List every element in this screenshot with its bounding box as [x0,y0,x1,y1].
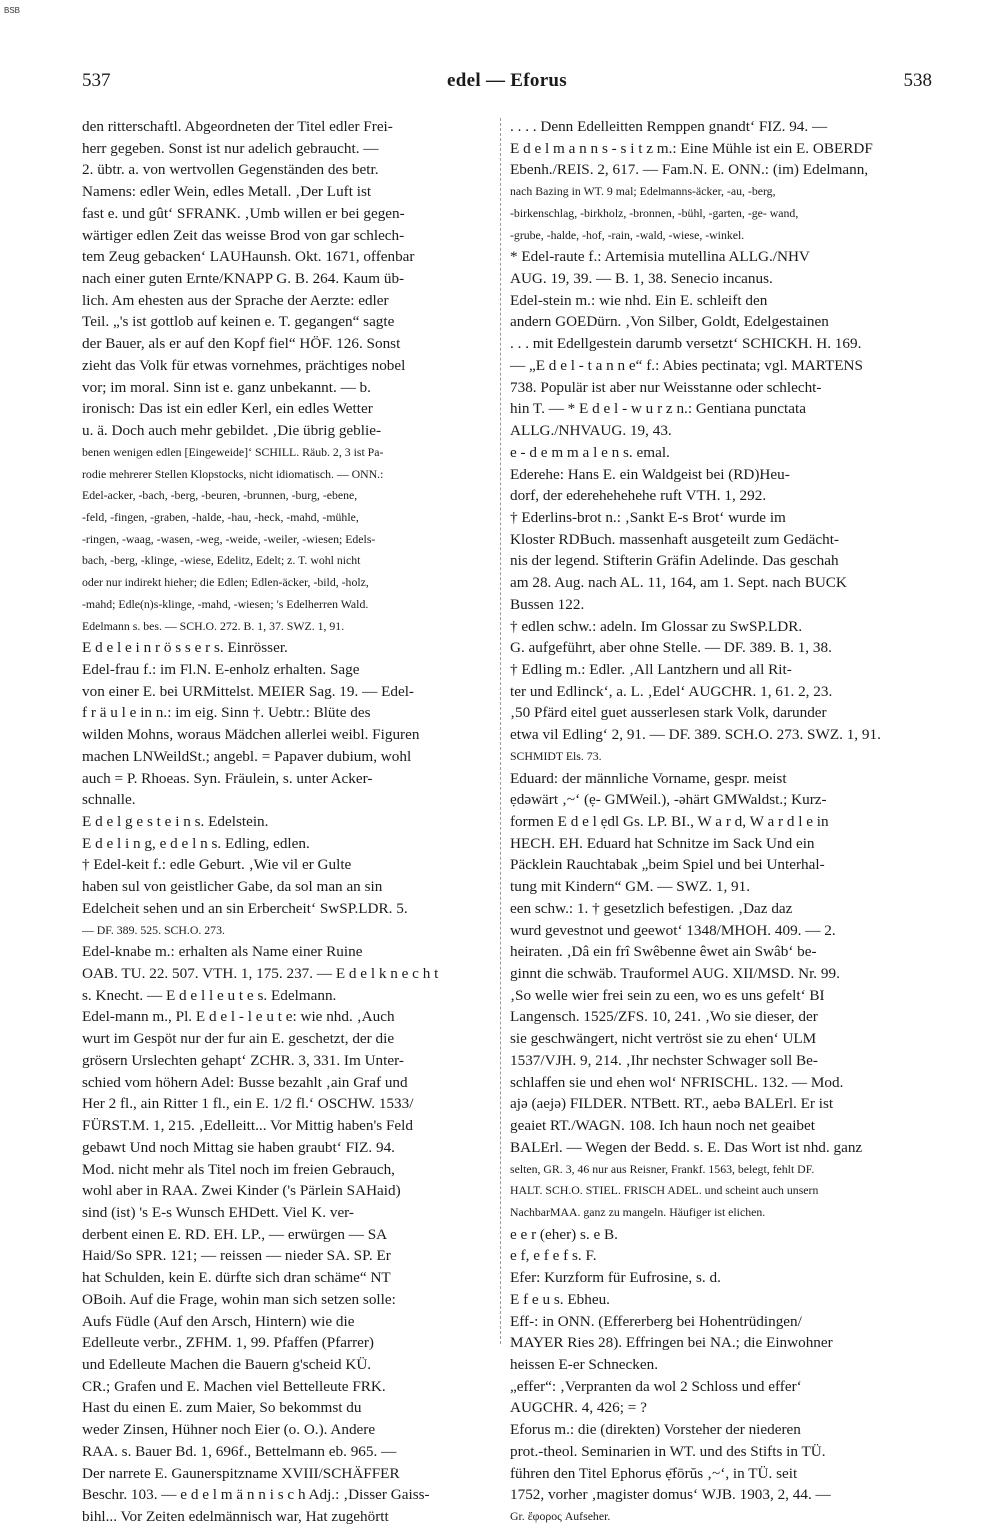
library-stamp: BSB [4,6,21,15]
text-line: dorf, der ederehehehehe ruft VTH. 1, 292. [510,487,767,505]
text-line: andern GOEDürn. ‚Von Silber, Goldt, Edelgestainen [510,313,829,331]
text-line: Bussen 122. [510,595,585,613]
text-line: E f e u s. Ebheu. [510,1290,610,1308]
text-line: 2. übtr. a. von wertvollen Gegenständen des betr. [82,161,379,179]
text-line: ‚So welle wier frei sein zu een, wo es uns gefelt‘ BI [510,986,825,1004]
text-line: E d e l g e s t e i n s. Edelstein. [82,813,269,830]
text-line: Der narrete E. Gaunerspitzname XVIII/SCHÄFFER [82,1464,400,1482]
text-line: vor; im moral. Sinn ist e. ganz unbekannt. — b. [82,378,371,396]
text-line: Kloster RDBuch. massenhaft ausgeteilt zum Gedächt- [510,530,839,548]
text-line: formen E d e l ẹdl Gs. LP. BI., W a r d, W a r d l e in [510,813,829,830]
text-line: † Edling m.: Edler. ‚All Lantzhern und all Rit- [510,660,792,678]
text-line: een schw.: 1. † gesetzlich befestigen. ‚Daz daz [510,899,793,917]
text-line: sie geschwängert, nicht vertröst sie zu ehen‘ ULM [510,1030,817,1048]
text-line: Teil. „'s ist gottlob auf keinen e. T. gegangen“ sagte [82,313,395,331]
text-line: geaiet RT./WAGN. 108. Ich haun noch net geaibet [510,1117,815,1135]
text-line: auch = P. Rhoeas. Syn. Fräulein, s. unter Acker- [82,769,373,787]
text-line: Edelleute verbr., ZFHM. 1, 99. Pfaffen (Pfarrer) [82,1334,374,1352]
right-page-number: 538 [903,70,932,91]
text-line: der Bauer, als er auf den Kopf fiel“ HÖF. 126. Sonst [82,335,401,353]
text-line: f r ä u l e in n.: im eig. Sinn †. Uebtr.: Blüte des [82,704,371,722]
text-line: von einer E. bei URMittelst. MEIER Sag. 19. — Edel- [82,682,414,700]
text-line: Edel-mann m., Pl. E d e l - l e u t e: wie nhd. ‚Auch [82,1008,395,1026]
text-line: ‚50 Pfärd eitel guet ausserlesen stark Volk, darunder [510,704,827,722]
text-line: E d e l m a n n s - s i t z m.: Eine Mühle ist ein E. OBERDF [510,139,873,157]
text-line: † Ederlins-brot n.: ‚Sankt E-s Brot‘ wurde im [510,508,786,526]
text-line: benen wenigen edlen [Eingeweide]‘ SCHILL. Räub. 2, 3 ist Pa- [82,444,384,459]
text-line: weder Zinsen, Hühner noch Eier (o. O.). Andere [82,1421,376,1439]
text-line: hin T. — * E d e l - w u r z n.: Gentiana punctata [510,400,806,418]
text-line: Eduard: der männliche Vorname, gespr. meist [510,769,787,787]
text-line: . . . . Denn Edelleitten Remppen gnandt‘ FIZ. 94. — [510,118,828,135]
text-line: -grube, -halde, -hof, -rain, -wald, -wiese, -winkel. [510,227,745,242]
text-line: u. ä. Doch auch mehr gebildet. ‚Die übrig geblie- [82,422,382,440]
text-line: bihl... Vor Zeiten edelmännisch war, Hat zugehörtt [82,1508,389,1525]
text-line: * Edel-raute f.: Artemisia mutellina ALLG./NHV [510,248,810,266]
text-line: Eforus m.: die (direkten) Vorsteher der niederen [510,1421,801,1439]
text-line: MAYER Ries 28). Effringen bei NA.; die Einwohner [510,1334,833,1352]
text-line: — DF. 389. 525. SCH.O. 273. [82,922,225,937]
text-line: den ritterschaftl. Abgeordneten der Titel edler Frei- [82,118,393,135]
text-line: e f, e f e f s. F. [510,1247,597,1265]
text-line: Ederehe: Hans E. ein Waldgeist bei (RD)Heu- [510,465,790,483]
text-line: tem Zeug gebacken‘ LAUHaunsh. Okt. 1671, offenbar [82,248,415,266]
text-line: wärtiger edlen Zeit das weisse Brod von gar schlech- [82,226,405,244]
text-line: am 28. Aug. nach AL. 11, 164, am 1. Sept. nach BUCK [510,574,847,592]
text-line: Edel-stein m.: wie nhd. Ein E. schleift den [510,291,768,309]
text-line: ter und Edlinck‘, a. L. ‚Edel‘ AUGCHR. 1, 61. 2, 23. [510,682,833,700]
text-line: haben sul von geistlicher Gabe, da sol man an sin [82,878,383,896]
text-line: 1752, vorher ‚magister domus‘ WJB. 1903, 2, 44. — [510,1486,831,1504]
text-line: . . . mit Edellgestein darumb versetzt‘ SCHICKH. H. 169. [510,335,862,353]
text-line: wohl aber in RAA. Zwei Kinder ('s Pärlein SAHaid) [82,1182,401,1200]
text-line: Päcklein Rauchtabak „beim Spiel und bei Unterhal- [510,856,825,874]
text-line: ALLG./NHVAUG. 19, 43. [510,422,672,440]
text-line: s. Knecht. — E d e l l e u t e s. Edelmann. [82,986,337,1004]
text-line: prot.-theol. Seminarien in WT. und des Stifts in TÜ. [510,1442,826,1460]
text-line: Namens: edler Wein, edles Metall. ‚Der Luft ist [82,183,372,201]
text-line: HECH. EH. Eduard hat Schnitze im Sack Und ein [510,834,815,852]
text-line: heiraten. ‚Dâ ein frî Swêbenne êwet ain Swâb‘ be- [510,943,817,961]
text-line: lich. Am ehesten aus der Sprache der Aerzte: edler [82,291,389,309]
text-line: rodie mehrerer Stellen Klopstocks, nicht idiomatisch. — ONN.: [82,466,384,481]
text-line: Gr. ἔφορος Aufseher. [510,1509,611,1523]
text-line: derbent einen E. RD. EH. LP., — erwürgen — SA [82,1225,388,1243]
text-line: Edel-frau f.: im Fl.N. E-enholz erhalten. Sage [82,660,360,678]
text-line: 1537/VJH. 9, 214. ‚Ihr nechster Schwager soll Be- [510,1051,818,1069]
text-line: nach Bazing in WT. 9 mal; Edelmanns-äcker, -au, -berg, [510,184,776,199]
text-line: machen LNWeildSt.; angebl. = Papaver dubium, wohl [82,747,412,765]
text-line: BALErl. — Wegen der Bedd. s. E. Das Wort ist nhd. ganz [510,1138,863,1156]
text-line: RAA. s. Bauer Bd. 1, 696f., Bettelmann eb. 965. — [82,1442,397,1460]
text-line: -mahd; Edle(n)s-klinge, -mahd, -wiesen; 's Edelherren Wald. [82,596,369,611]
running-head [82,70,932,100]
text-line: ironisch: Das ist ein edler Kerl, ein edles Wetter [82,400,373,418]
text-line: Mod. nicht mehr als Titel noch im freien Gebrauch, [82,1160,395,1178]
text-line: Langensch. 1525/ZFS. 10, 241. ‚Wo sie dieser, der [510,1008,818,1026]
text-line: G. aufgeführt, aber ohne Stelle. — DF. 389. B. 1, 38. [510,639,832,657]
text-line: † Edel-keit f.: edle Geburt. ‚Wie vil er Gulte [82,856,352,874]
text-line: „effer“: ‚Verpranten da wol 2 Schloss und effer‘ [510,1377,802,1395]
text-line: gebawt Und noch Mittag sie haben graubt‘ FIZ. 94. [82,1138,395,1156]
text-line: e - d e m m a l e n s. emal. [510,443,670,461]
text-line: hat Schulden, kein E. dürfte sich dran schäme“ NT [82,1269,391,1287]
text-line: Ebenh./REIS. 2, 617. — Fam.N. E. ONN.: (im) Edelmann, [510,161,869,179]
text-line: HALT. SCH.O. STIEL. FRISCH ADEL. und scheint auch unsern [510,1183,819,1198]
text-line: führen den Titel Ephorus ẹ̄fōrŭs ‚~‘, in TÜ. seit [510,1464,798,1482]
text-line: E d e l i n g, e d e l n s. Edling, edlen. [82,834,310,852]
text-line: NachbarMAA. ganz zu mangeln. Häufiger ist elichen. [510,1204,766,1219]
text-line: AUGCHR. 4, 426; = ? [510,1399,647,1417]
text-line: schnalle. [82,791,136,809]
text-line: OAB. TU. 22. 507. VTH. 1, 175. 237. — E d e l k n e c h t [82,965,439,983]
text-line: AUG. 19, 39. — B. 1, 38. Senecio incanus. [510,270,773,288]
text-line: -feld, -fingen, -graben, -halde, -hau, -heck, -mahd, -mühle, [82,509,359,524]
page-title: edel — Eforus [446,70,567,91]
text-line: SCHMIDT Els. 73. [510,748,602,763]
text-line: Her 2 fl., ain Ritter 1 fl., ein E. 1/2 fl.‘ OSCHW. 1533/ [82,1095,414,1113]
text-line: schied vom höhern Adel: Busse bezahlt ‚ain Graf und [82,1073,408,1091]
text-line: FÜRST.M. 1, 215. ‚Edelleitt... Vor Mittig haben's Feld [82,1117,413,1135]
text-line: heissen E-er Schnecken. [510,1355,659,1373]
text-line: wilden Mohns, woraus Mädchen allerlei weibl. Figuren [82,726,420,744]
text-line: Eff-: in ONN. (Effererberg bei Hohentrüdingen/ [510,1312,802,1330]
left-page-number: 537 [82,70,111,91]
left-column [82,116,499,1528]
text-line: -ringen, -waag, -wasen, -weg, -weide, -weiler, -wiesen; Edels- [82,531,376,546]
text-line: E d e l e i n r ö s s e r s. Einrösser. [82,639,288,657]
text-line: selten, GR. 3, 46 nur aus Reisner, Frankf. 1563, belegt, fehlt DF. [510,1161,815,1176]
text-line: ẹdəwärt ‚~‘ (ẹ- GMWeil.), -əhärt GMWaldst.; Kurz- [510,791,827,809]
text-line: wurd gevestnot und geewot‘ 1348/MHOH. 409. — 2. [510,921,836,939]
text-line: Edelcheit sehen und an sin Erbercheit‘ SwSP.LDR. 5. [82,899,408,917]
text-line: ajə (aejə) FILDER. NTBett. RT., aebə BALErl. Er ist [510,1095,834,1113]
text-line: CR.; Grafen und E. Machen viel Bettelleute FRK. [82,1377,386,1395]
text-line: -birkenschlag, -birkholz, -bronnen, -bühl, -garten, -ge- wand, [510,205,799,220]
text-line: oder nur indirekt hieher; die Edlen; Edlen-äcker, -bild, -holz, [82,575,369,590]
text-line: Beschr. 103. — e d e l m ä n n i s c h Adj.: ‚Disser Gaiss- [82,1486,430,1504]
text-line: Edel-acker, -bach, -berg, -beuren, -brunnen, -burg, -ebene, [82,488,358,503]
text-line: nach einer guten Ernte/KNAPP G. B. 264. Kaum üb- [82,270,405,288]
text-line: Edel-knabe m.: erhalten als Name einer Ruine [82,943,363,961]
text-line: Edelmann s. bes. — SCH.O. 272. B. 1, 37. SWZ. 1, 91. [82,618,345,633]
text-line: und Edelleute Machen die Bauern g'scheid KÜ. [82,1355,372,1373]
text-line: grösern Urslechten gehapt‘ ZCHR. 3, 331. Im Unter- [82,1051,404,1069]
text-line: Efer: Kurzform für Eufrosine, s. d. [510,1269,721,1287]
text-line: zieht das Volk für etwas vornehmes, prächtiges nobel [82,356,406,374]
text-line: herr gegeben. Sonst ist nur adelich gebraucht. — [82,139,379,157]
text-line: 738. Populär ist aber nur Weisstanne oder schlecht- [510,378,822,396]
text-line: wurt im Gespöt nur der fur ain E. geschetzt, der die [82,1030,395,1048]
text-line: Aufs Füdle (Auf den Arsch, Hintern) wie die [82,1312,355,1330]
right-column [510,116,928,1528]
text-line: etwa vil Edling‘ 2, 91. — DF. 389. SCH.O. 273. SWZ. 1, 91. [510,726,881,744]
text-line: e e r (eher) s. e B. [510,1225,618,1243]
text-line: fast e. und gût‘ SFRANK. ‚Umb willen er bei gegen- [82,204,405,222]
text-line: OBoih. Auf die Frage, wohin man sich setzen solle: [82,1290,396,1308]
text-line: nis der legend. Stifterin Gräfin Adelinde. Das geschah [510,552,839,570]
text-line: tung mit Kindern“ GM. — SWZ. 1, 91. [510,878,751,896]
column-divider [500,118,501,1344]
text-line: Hast du einen E. zum Maier, So bekommst du [82,1399,362,1417]
text-line: — „E d e l - t a n n e“ f.: Abies pectinata; vgl. MARTENS [510,356,863,374]
text-line: schlaffen sie und ehen wol‘ NFRISCHL. 132. — Mod. [510,1073,844,1091]
text-line: Haid/So SPR. 121; — reissen — nieder SA. SP. Er [82,1247,391,1265]
text-line: † edlen schw.: adeln. Im Glossar zu SwSP.LDR. [510,617,803,635]
text-line: bach, -berg, -klinge, -wiese, Edelitz, Edelt; z. T. wohl nicht [82,553,361,568]
text-line: sind (ist) 's E-s Wunsch EHDett. Viel K. ver- [82,1203,354,1221]
text-line: ginnt die schwäb. Trauformel AUG. XII/MSD. Nr. 99. [510,965,840,983]
